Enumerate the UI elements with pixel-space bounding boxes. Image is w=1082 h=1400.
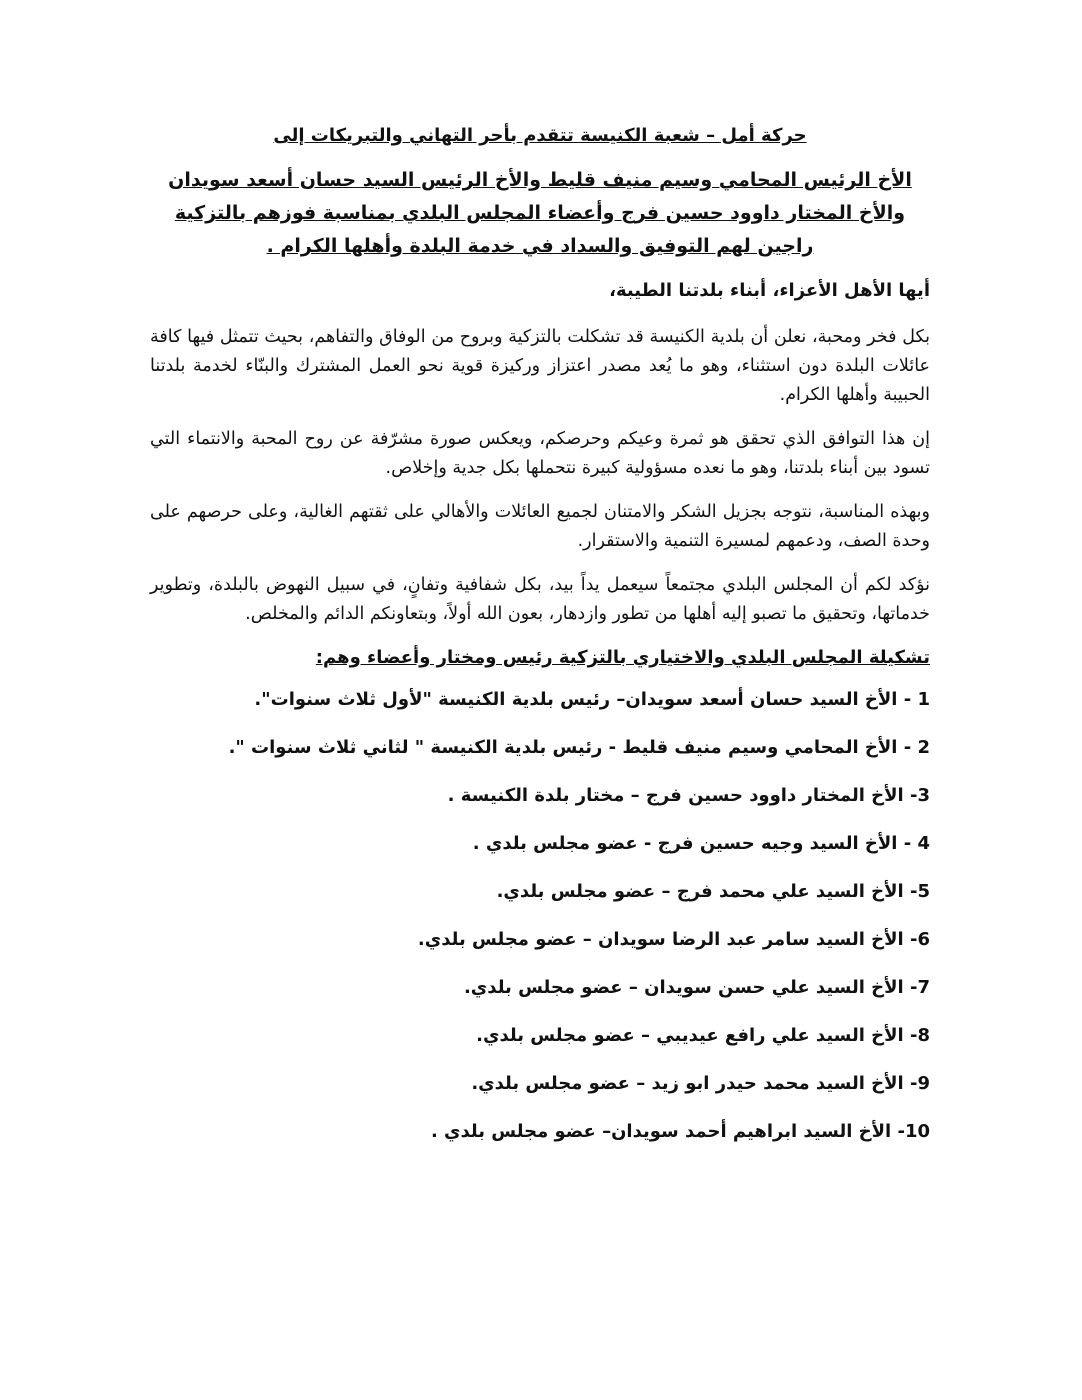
- member-item-10: 10- الأخ السيد ابراهيم أحمد سويدان– عضو مجلس بلدي .: [430, 1121, 930, 1142]
- member-item-3: 3- الأخ المختار داوود حسين فرج – مختار بلدة الكنيسة .: [447, 785, 930, 806]
- paragraph-2: إن هذا التوافق الذي تحقق هو ثمرة وعيكم وحرصكم، ويعكس صورة مشرّفة عن روح المحبة والانتماء التي تسود بين أبناء بلدتنا، وهو ما نعده مسؤولية كبيرة نتحملها بكل جدية وإخلاص.: [150, 429, 930, 478]
- paragraph-4: نؤكد لكم أن المجلس البلدي مجتمعاً سيعمل يداً بيد، بكل شفافية وتفانٍ، في سبيل النهوض بالبلدة، وتطوير خدماتها، وتحقيق ما تصبو إليه أهلها من تطور وازدهار، بعون الله أولاً، وبتعاونكم الدائم والمخلص.: [150, 575, 930, 624]
- member-item-7: 7- الأخ السيد علي حسن سويدان – عضو مجلس بلدي.: [463, 977, 930, 998]
- member-item-5: 5- الأخ السيد علي محمد فرج – عضو مجلس بلدي.: [496, 881, 930, 902]
- document-content: [150, 122, 930, 1166]
- council-members-list: [150, 686, 930, 1146]
- member-item-6: 6- الأخ السيد سامر عبد الرضا سويدان – عضو مجلس بلدي.: [417, 929, 930, 950]
- greeting-line: أيها الأهل الأعزاء، أبناء بلدتنا الطيبة،: [609, 280, 930, 301]
- member-item-8: 8- الأخ السيد علي رافع عيديبي – عضو مجلس بلدي.: [476, 1025, 930, 1046]
- document-title: حركة أمل – شعبة الكنيسة تتقدم بأحر التهاني والتبريكات إلى: [273, 125, 807, 146]
- member-item-9: 9- الأخ السيد محمد حيدر ابو زيد – عضو مجلس بلدي.: [471, 1073, 930, 1094]
- paragraph-3: وبهذه المناسبة، نتوجه بجزيل الشكر والامتنان لجميع العائلات والأهالي على ثقتهم الغالية، وعلى حرصهم على وحدة الصف، ودعمهم لمسيرة التنمية والاستقرار.: [150, 502, 930, 551]
- member-item-1: 1 - الأخ السيد حسان أسعد سويدان– رئيس بلدية الكنيسة "لأول ثلاث سنوات".: [254, 689, 930, 710]
- member-item-2: 2 - الأخ المحامي وسيم منيف قليط - رئيس بلدية الكنيسة " لثاني ثلاث سنوات ".: [228, 737, 930, 758]
- paragraph-1: بكل فخر ومحبة، نعلن أن بلدية الكنيسة قد تشكلت بالتزكية وبروح من الوفاق والتفاهم، بحيث تتمثل فيها كافة عائلات البلدة دون استثناء، وهو ما يُعد مصدر اعتزاز وركيزة قوية نحو العمل المشترك والبنّاء لخدمة بلدتنا الحبيبة وأهلها الكرام.: [150, 327, 930, 405]
- member-item-4: 4 - الأخ السيد وجيه حسين فرج - عضو مجلس بلدي .: [472, 833, 930, 854]
- council-section-title: تشكيلة المجلس البلدي والاختياري بالتزكية رئيس ومختار وأعضاء وهم:: [315, 647, 930, 668]
- congratulation-headline: الأخ الرئيس المحامي وسيم منيف قليط والأخ الرئيس السيد حسان أسعد سويدان والأخ المختار داوود حسين فرج وأعضاء المجلس البلدي بمناسبة فوزهم بالتزكية راجين لهم التوفيق والسداد في خدمة البلدة وأهلها الكرام .: [168, 169, 912, 257]
